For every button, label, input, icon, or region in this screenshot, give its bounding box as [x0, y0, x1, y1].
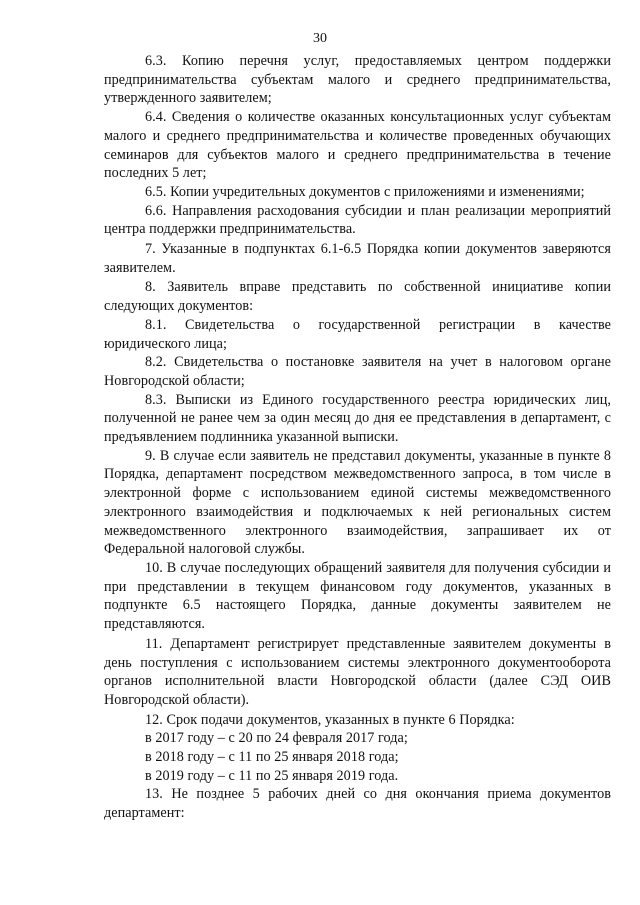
paragraph-8-2: 8.2. Свидетельства о постановке заявителя на учет в налоговом органе Новгородской области;	[104, 354, 611, 389]
paragraph-6-3: 6.3. Копию перечня услуг, предоставляемых центром поддержки предпринимательства субъектам малого и среднего предпринимательства, утвержденного заявителем;	[104, 53, 611, 107]
list-item-2019: в 2019 году – с 11 по 25 января 2019 года.	[145, 767, 399, 784]
page-number: 30	[313, 31, 327, 46]
paragraph-8-1: 8.1. Свидетельства о государственной регистрации в качестве юридического лица;	[104, 316, 611, 352]
paragraph-6-6: 6.6. Направления расходования субсидии и план реализации мероприятий центра поддержки предпринимательства.	[104, 202, 611, 238]
document-body	[104, 52, 611, 823]
paragraph-9: 9. В случае если заявитель не представил документы, указанные в пункте 8 Порядка, департамент посредством межведомственного запроса, в том числе в электронной форме с использованием единой системы межведомственного электронного взаимодействия и подключаемых к ней региональных систем межведомственного электронного взаимодействия, запрашивает их от Федеральной налоговой службы.	[104, 447, 611, 558]
paragraph-12: 12. Срок подачи документов, указанных в пункте 6 Порядка:	[145, 711, 515, 728]
paragraph-7: 7. Указанные в подпунктах 6.1-6.5 Порядка копии документов заверяются заявителем.	[104, 241, 611, 276]
paragraph-13: 13. Не позднее 5 рабочих дней со дня окончания приема документов департамент:	[104, 786, 611, 822]
list-item-2017: в 2017 году – с 20 по 24 февраля 2017 года;	[145, 730, 408, 747]
paragraph-8-3: 8.3. Выписки из Единого государственного реестра юридических лиц, полученной не ранее чем за один месяц до дня ее представления в департамент, с предъявлением подлинника указанной выписки.	[104, 391, 611, 446]
paragraph-8: 8. Заявитель вправе представить по собственной инициативе копии следующих документов:	[104, 279, 611, 315]
paragraph-11: 11. Департамент регистрирует представленные заявителем документы в день поступления с использованием системы электронного документооборота органов исполнительной власти Новгородской области (далее СЭД ОИВ Новгородской области).	[104, 635, 611, 708]
paragraph-6-4: 6.4. Сведения о количестве оказанных консультационных услуг субъектам малого и среднего предпринимательства и количестве проведенных обучающих семинаров для субъектов малого и среднего предпринимательства в течение последних 5 лет;	[104, 109, 611, 182]
paragraph-10: 10. В случае последующих обращений заявителя для получения субсидии и при представлении в текущем финансовом году документов, указанных в подпункте 6.5 настоящего Порядка, данные документы заявителем не представляются.	[104, 559, 611, 633]
list-item-2018: в 2018 году – с 11 по 25 января 2018 года;	[145, 749, 399, 766]
paragraph-6-5: 6.5. Копии учредительных документов с приложениями и изменениями;	[145, 183, 585, 200]
